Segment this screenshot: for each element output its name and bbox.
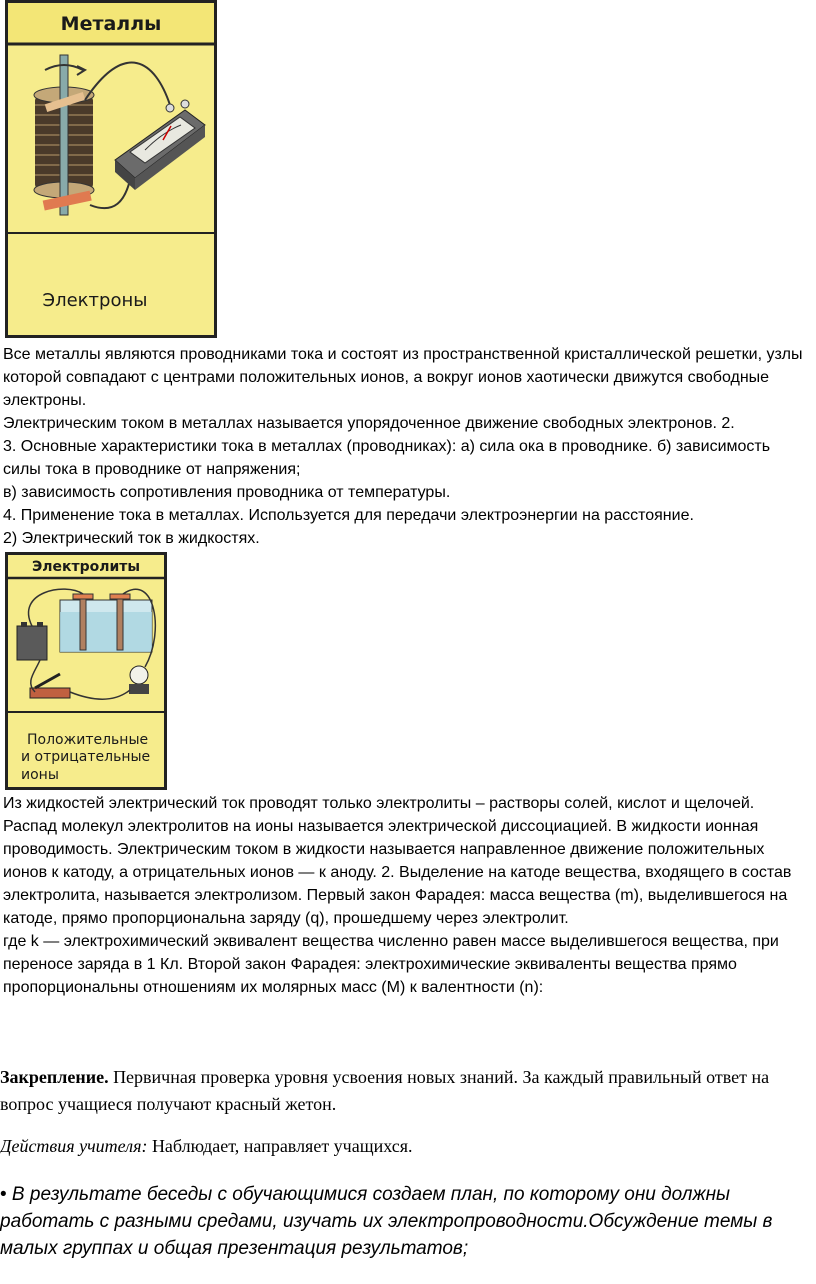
figure-electrolytes-caption-1: Положительные <box>27 732 149 748</box>
text-block-liquids <box>3 792 803 999</box>
bullet-text: В результате беседы с обучающимися создаем план, по которому они должны работать с разными средами, изучать их электропроводности.Обсуждение темы в малых группах и общая презентация результатов; <box>0 1184 773 1259</box>
figure-electrolytes-title: Электролиты <box>31 559 141 575</box>
figure-electrolytes-caption-2: и отрицательные <box>21 749 151 765</box>
consolidation-paragraph <box>0 1064 816 1118</box>
battery-icon <box>17 622 47 660</box>
teacher-actions-label: Действия учителя: <box>0 1136 148 1156</box>
paragraph: где k — электрохимический эквивалент вещества численно равен массе выделившегося вещества, при переносе заряда в 1 Кл. Второй закон Фарадея: электрохимические эквиваленты вещества прямо пропорциональны отношениям их молярных масс (M) к валентности (n): <box>3 933 779 996</box>
paragraph: 2) Электрический ток в жидкостях. <box>3 530 260 547</box>
teacher-actions-text: Наблюдает, направляет учащихся. <box>147 1136 413 1156</box>
consolidation-label: Закрепление. <box>0 1067 109 1087</box>
figure-electrolytes-caption-3: ионы <box>21 767 59 783</box>
paragraph: в) зависимость сопротивления проводника от температуры. <box>3 484 451 501</box>
figure-metals-title: Металлы <box>60 13 162 35</box>
electrolytes-illustration <box>5 552 167 790</box>
consolidation-text: Первичная проверка уровня усвоения новых знаний. За каждый правильный ответ на вопрос учащиеся получают красный жетон. <box>0 1067 770 1114</box>
teacher-actions-paragraph <box>0 1133 816 1160</box>
paragraph: Электрическим током в металлах называется упорядоченное движение свободных электронов. 2. <box>3 415 735 432</box>
paragraph: Из жидкостей электрический ток проводят только электролиты – растворы солей, кислот и щелочей. Распад молекул электролитов на ионы называется электрической диссоциацией. В жидкости ионная проводимость. Электрическим током в жидкости называется направленное движение положительных ионов к катоду, а отрицательных ионов — к аноду. 2. Выделение на катоде вещества, входящего в состав электролита, называется электролизом. Первый закон Фарадея: масса вещества (m), выделившегося на катоде, прямо пропорциональна заряду (q), прошедшему через электролит. <box>3 795 792 927</box>
bullet-marker: • <box>0 1184 7 1205</box>
electrolytic-bath-icon <box>60 594 152 652</box>
lamp-icon <box>129 666 149 694</box>
paragraph: 3. Основные характеристики тока в металлах (проводниках): а) сила ока в проводнике. б) зависимость силы тока в проводнике от напряжения; <box>3 438 771 478</box>
figure-electrolytes <box>5 552 167 790</box>
paragraph: Все металлы являются проводниками тока и состоят из пространственной кристаллической решетки, узлы которой совпадают с центрами положительных ионов, а вокруг ионов хаотически движутся свободные электроны. <box>3 346 803 409</box>
paragraph: 4. Применение тока в металлах. Используется для передачи электроэнергии на расстояние. <box>3 507 694 524</box>
text-block-metals <box>3 343 808 550</box>
bullet-paragraph <box>0 1181 816 1262</box>
figure-metals-caption: Электроны <box>42 290 148 311</box>
metals-illustration <box>5 0 217 338</box>
figure-metals <box>5 0 217 338</box>
